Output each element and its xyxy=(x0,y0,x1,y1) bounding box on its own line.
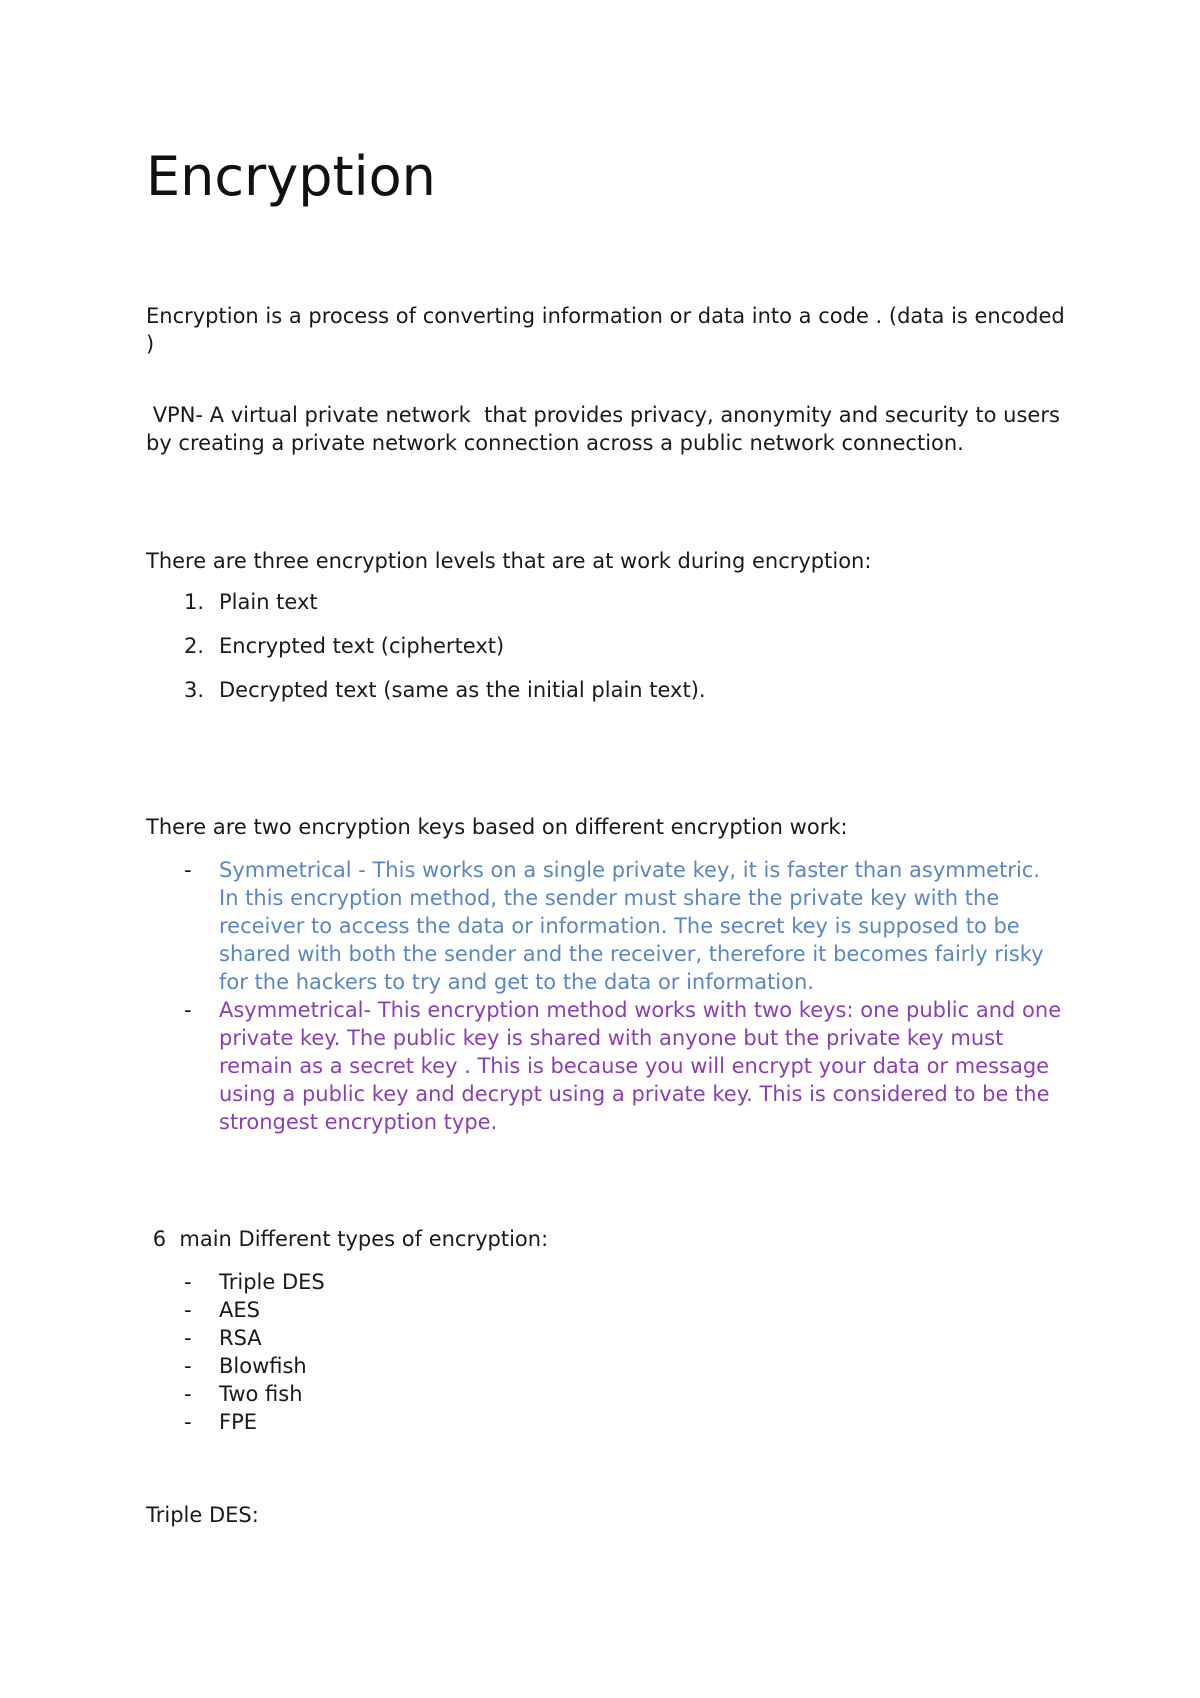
list-item-text: Symmetrical - This works on a single private key, it is faster than asymmetric. In this encryption method, the sender must share the private key with the receiver to access the data or information. The secret key is supposed to be shared with both the sender and the receiver, therefore it becomes fairly risky for the hackers to try and get to the data or information. xyxy=(219,858,1044,994)
encryption-keys-list xyxy=(146,856,1066,1136)
list-item-text: Plain text xyxy=(219,590,318,614)
list-item-text: Decrypted text (same as the initial plain text). xyxy=(219,678,706,702)
list-item-symmetrical xyxy=(146,856,1066,996)
list-item xyxy=(146,1296,1066,1324)
keys-intro: There are two encryption keys based on different encryption work: xyxy=(146,815,848,839)
list-item xyxy=(146,676,1066,720)
list-item-text: RSA xyxy=(219,1326,262,1350)
list-dash: - xyxy=(184,1270,192,1294)
list-dash: - xyxy=(184,1298,192,1322)
list-number: 1. xyxy=(184,590,205,614)
list-item xyxy=(146,1324,1066,1352)
encryption-types-list xyxy=(146,1268,1066,1436)
list-item xyxy=(146,632,1066,676)
list-dash: - xyxy=(184,1382,192,1406)
list-item-text: Blowfish xyxy=(219,1354,307,1378)
list-item xyxy=(146,1380,1066,1408)
list-dash: - xyxy=(184,1354,192,1378)
encryption-levels-list xyxy=(146,588,1066,720)
list-item-text: Triple DES xyxy=(219,1270,325,1294)
list-item-text: FPE xyxy=(219,1410,258,1434)
list-item xyxy=(146,1408,1066,1436)
list-item xyxy=(146,588,1066,632)
list-item xyxy=(146,1268,1066,1296)
list-dash: - xyxy=(184,998,192,1022)
levels-intro: There are three encryption levels that are at work during encryption: xyxy=(146,549,872,573)
triple-des-heading: Triple DES: xyxy=(146,1503,259,1527)
types-intro: 6 main Different types of encryption: xyxy=(146,1227,549,1251)
intro-paragraph: Encryption is a process of converting information or data into a code . (data is encoded ) xyxy=(146,304,1065,356)
list-dash: - xyxy=(184,1326,192,1350)
list-number: 3. xyxy=(184,678,205,702)
list-item-text: AES xyxy=(219,1298,260,1322)
list-item-text: Encrypted text (ciphertext) xyxy=(219,634,505,658)
document-title: Encryption xyxy=(146,145,436,208)
list-dash: - xyxy=(184,1410,192,1434)
list-item-text: Two fish xyxy=(219,1382,303,1406)
list-number: 2. xyxy=(184,634,205,658)
list-item-text: Asymmetrical- This encryption method works with two keys: one public and one private key. The public key is shared with anyone but the private key must remain as a secret key . This is because you will encrypt your data or message using a public key and decrypt using a private key. This is considered to be the strongest encryption type. xyxy=(219,998,1062,1134)
list-dash: - xyxy=(184,858,192,882)
list-item-asymmetrical xyxy=(146,996,1066,1136)
vpn-paragraph: VPN- A virtual private network that provides privacy, anonymity and security to users by creating a private network connection across a public network connection. xyxy=(146,403,1067,455)
list-item xyxy=(146,1352,1066,1380)
